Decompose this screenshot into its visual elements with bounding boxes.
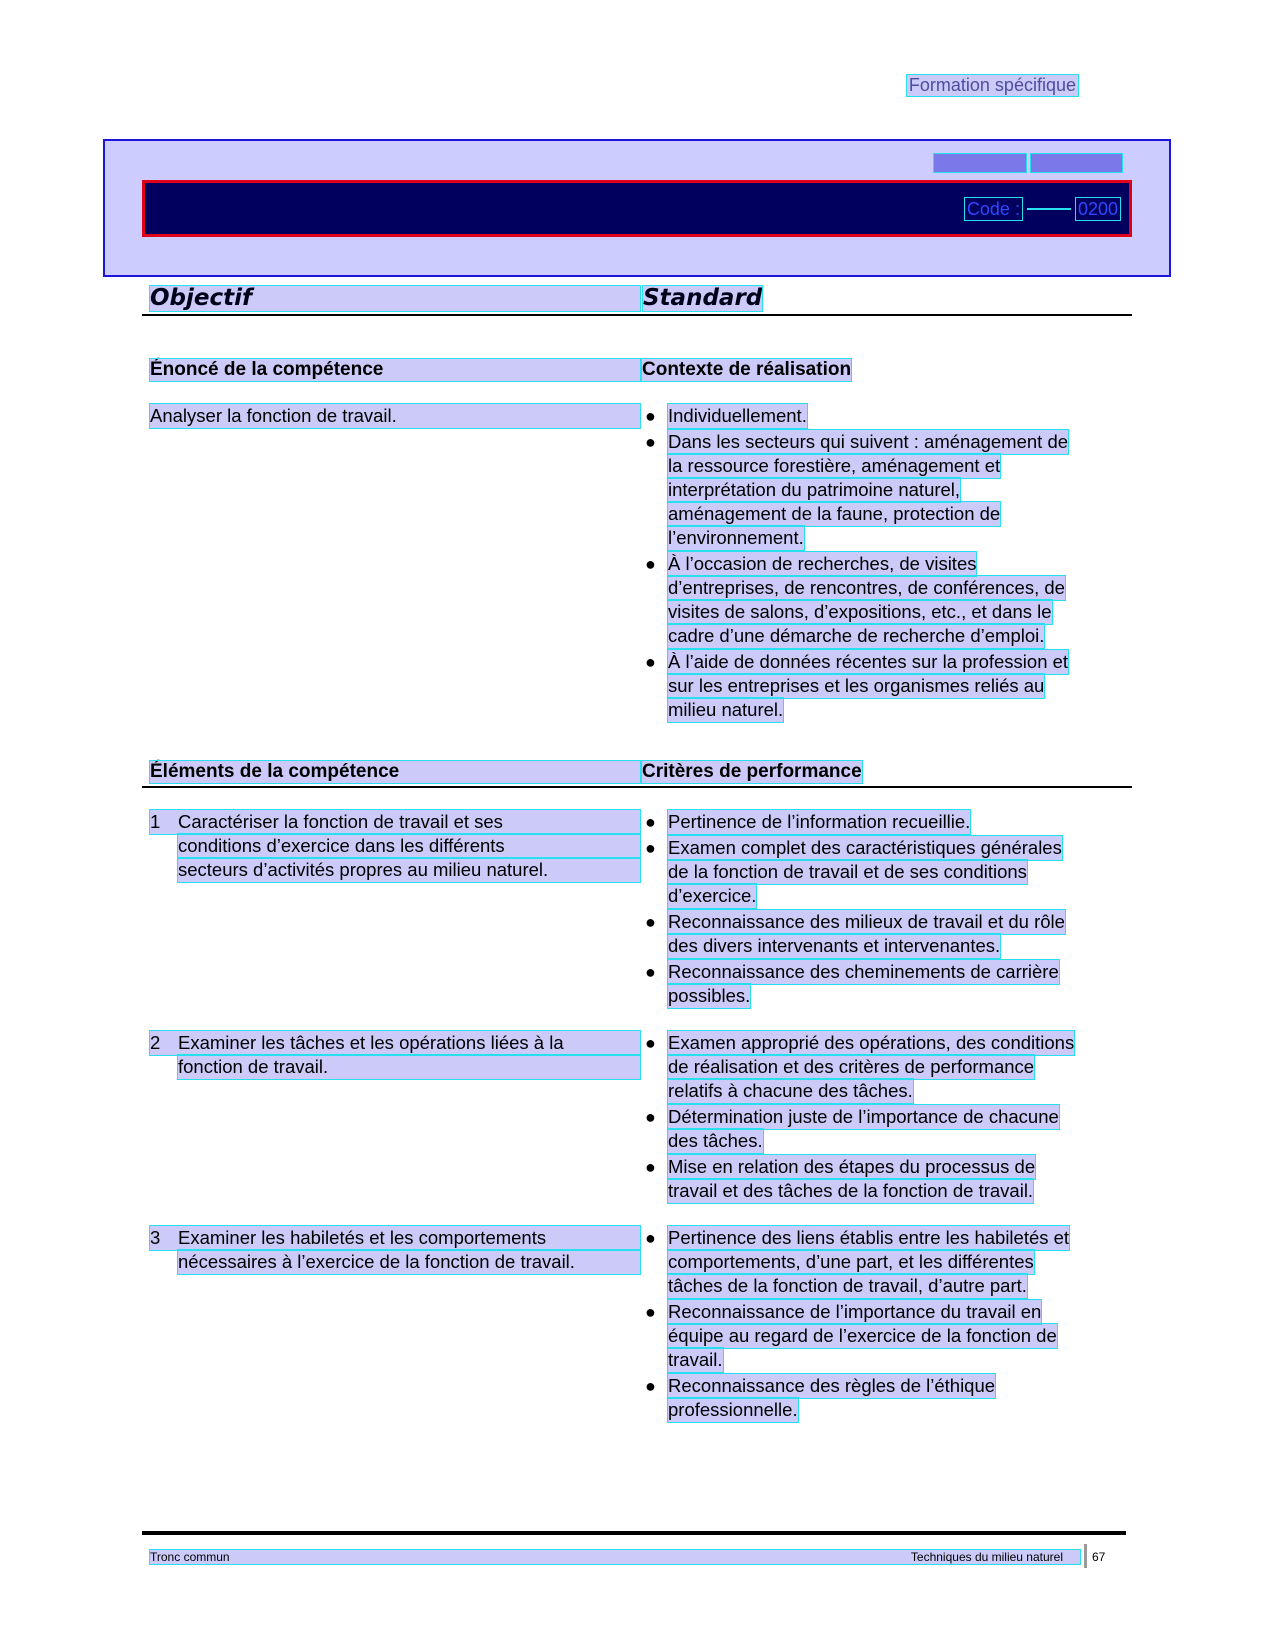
list-line: milieu naturel. (668, 699, 784, 720)
list-item (642, 1374, 1069, 1422)
list-item (642, 1031, 1074, 1103)
element-line: conditions d’exercice dans les différents (178, 834, 640, 858)
list-line: Reconnaissance des règles de l’éthique (668, 1375, 996, 1396)
list-line: sur les entreprises et les organismes reliés au (668, 675, 1045, 696)
footer-left: Tronc commun (150, 1550, 230, 1564)
element-number: 2 (150, 1032, 161, 1053)
enonce-heading: Énoncé de la compétence (150, 359, 640, 381)
list-line: possibles. (668, 985, 751, 1006)
list-line: de réalisation et des critères de performance (668, 1056, 1035, 1077)
element-line: Examiner les tâches et les opérations liées à la (150, 1031, 640, 1055)
list-line: Reconnaissance des cheminements de carrière (668, 961, 1059, 982)
bullet-icon: ● (645, 652, 656, 672)
bullet-icon: ● (645, 1157, 656, 1177)
bullet-icon: ● (645, 406, 656, 426)
list-item (642, 910, 1065, 958)
header-tab-right (1031, 154, 1123, 172)
objectif-title: Objectif (150, 286, 640, 311)
criteria-list-2 (642, 1031, 1074, 1205)
list-line: Reconnaissance de l’importance du travail en (668, 1301, 1042, 1322)
list-line: À l’aide de données récentes sur la profession et (668, 651, 1069, 672)
page-number: 67 (1092, 1550, 1106, 1564)
bullet-icon: ● (645, 1376, 656, 1396)
list-line: Mise en relation des étapes du processus de (668, 1156, 1036, 1177)
list-line: aménagement de la faune, protection de (668, 503, 1001, 524)
element-line: Caractériser la fonction de travail et ses (150, 810, 640, 834)
bullet-icon: ● (645, 1228, 656, 1248)
list-line: travail. (668, 1349, 723, 1370)
list-line: d’exercice. (668, 885, 757, 906)
list-line: de la fonction de travail et de ses conditions (668, 861, 1027, 882)
list-line: Détermination juste de l’importance de chacune (668, 1106, 1059, 1127)
list-line: cadre d’une démarche de recherche d’emploi. (668, 625, 1045, 646)
standard-title: Standard (643, 285, 763, 311)
list-line: À l’occasion de recherches, de visites (668, 553, 977, 574)
bullet-icon: ● (645, 838, 656, 858)
list-line: l’environnement. (668, 527, 804, 548)
list-line: Examen complet des caractéristiques générales (668, 837, 1062, 858)
elements-rule (142, 786, 1132, 788)
list-line: Pertinence des liens établis entre les habiletés et (668, 1227, 1070, 1248)
code-value: 0200 (1077, 199, 1118, 219)
elements-heading: Éléments de la compétence (150, 761, 640, 783)
bullet-icon: ● (645, 554, 656, 574)
footer-rule (142, 1531, 1126, 1535)
contexte-list (642, 404, 1068, 724)
list-line: Pertinence de l’information recueillie. (668, 811, 971, 832)
title-rule (142, 314, 1132, 316)
list-line: tâches de la fonction de travail, d’autre part. (668, 1275, 1027, 1296)
header-tab-strip (934, 154, 1122, 172)
list-item (642, 552, 1068, 648)
criteres-heading: Critères de performance (642, 761, 862, 782)
code-label: Code : (966, 199, 1020, 219)
list-item (642, 1300, 1069, 1372)
list-line: Reconnaissance des milieux de travail et du rôle (668, 911, 1065, 932)
header-tab-left (934, 154, 1026, 172)
list-item (642, 430, 1068, 550)
element-number: 1 (150, 811, 161, 832)
element-item-1 (150, 810, 640, 882)
footer-divider (1084, 1544, 1087, 1568)
element-line: secteurs d’activités propres au milieu naturel. (178, 858, 640, 882)
list-line: Individuellement. (668, 405, 807, 426)
list-line: Examen approprié des opérations, des conditions (668, 1032, 1075, 1053)
list-item (642, 836, 1065, 908)
element-item-3 (150, 1226, 640, 1274)
bullet-icon: ● (645, 1033, 656, 1053)
competence-code (965, 198, 1120, 220)
list-line: des divers intervenants et intervenantes. (668, 935, 1001, 956)
formation-specifique-label: Formation spécifique (908, 75, 1076, 95)
list-item (642, 960, 1065, 1008)
footer-right: Techniques du milieu naturel (910, 1550, 1063, 1564)
element-line: Examiner les habiletés et les comportements (150, 1226, 640, 1250)
list-item (642, 1105, 1074, 1153)
list-line: Dans les secteurs qui suivent : aménagement de (668, 431, 1069, 452)
list-item (642, 810, 1065, 834)
bullet-icon: ● (645, 812, 656, 832)
list-item (642, 404, 1068, 428)
list-line: relatifs à chacune des tâches. (668, 1080, 913, 1101)
enonce-text: Analyser la fonction de travail. (150, 404, 640, 428)
list-item (642, 650, 1068, 722)
bullet-icon: ● (645, 432, 656, 452)
element-item-2 (150, 1031, 640, 1079)
list-line: travail et des tâches de la fonction de travail. (668, 1180, 1034, 1201)
bullet-icon: ● (645, 1107, 656, 1127)
list-line: visites de salons, d’expositions, etc., et dans le (668, 601, 1052, 622)
list-item (642, 1226, 1069, 1298)
list-line: équipe au regard de l’exercice de la fonction de (668, 1325, 1057, 1346)
list-line: comportements, d’une part, et les différentes (668, 1251, 1034, 1272)
list-line: la ressource forestière, aménagement et (668, 455, 1001, 476)
list-line: des tâches. (668, 1130, 763, 1151)
list-line: d’entreprises, de rencontres, de conférences, de (668, 577, 1065, 598)
list-line: interprétation du patrimoine naturel, (668, 479, 961, 500)
contexte-heading: Contexte de réalisation (642, 359, 852, 380)
list-item (642, 1155, 1074, 1203)
bullet-icon: ● (645, 962, 656, 982)
element-number: 3 (150, 1227, 161, 1248)
list-line: professionnelle. (668, 1399, 798, 1420)
element-line: nécessaires à l’exercice de la fonction de travail. (178, 1250, 640, 1274)
bullet-icon: ● (645, 1302, 656, 1322)
criteria-list-1 (642, 810, 1065, 1010)
element-line: fonction de travail. (178, 1055, 640, 1079)
criteria-list-3 (642, 1226, 1069, 1424)
bullet-icon: ● (645, 912, 656, 932)
